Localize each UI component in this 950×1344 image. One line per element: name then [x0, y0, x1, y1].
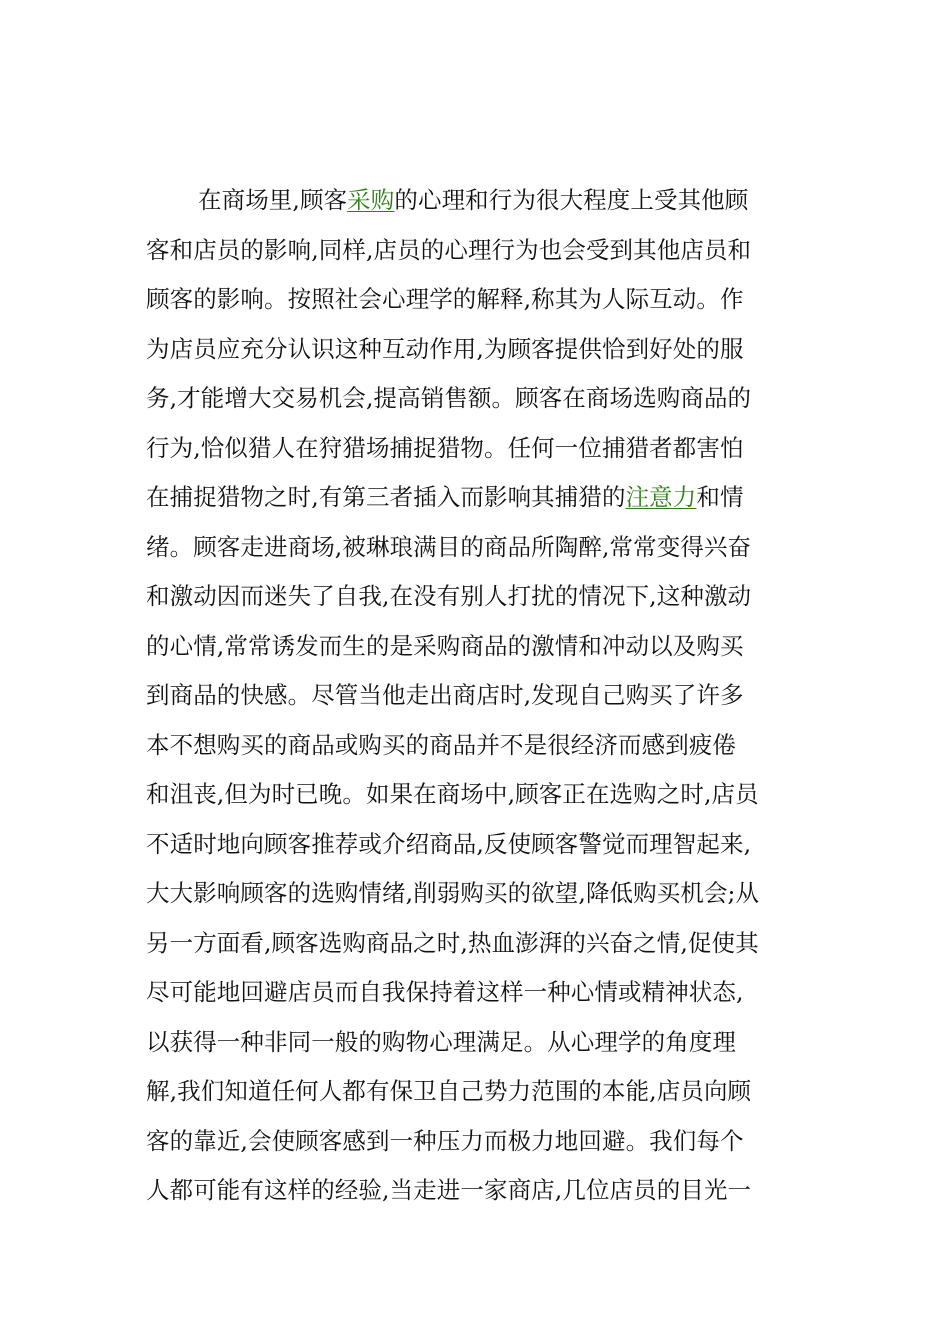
text-line-5: 务,才能增大交易机会,提高销售额。顾客在商场选购商品的: [146, 384, 752, 412]
text-line-15: 大大影响顾客的选购情绪,削弱购买的欲望,降低购买机会;从: [146, 879, 760, 907]
text-line-12: 本不想购买的商品或购买的商品并不是很经济而感到疲倦: [146, 730, 736, 759]
text-line-11: 到商品的快感。尽管当他走出商店时,发现自己购买了许多: [146, 681, 744, 709]
text-line-20: 客的靠近,会使顾客感到一种压力而极力地回避。我们每个: [146, 1126, 744, 1155]
text-line-8: 绪。顾客走进商场,被琳琅满目的商品所陶醉,常常变得兴奋: [146, 532, 752, 561]
text-line-10: 的心情,常常诱发而生的是采购商品的激情和冲动以及购买: [146, 631, 744, 660]
link-zhuyili[interactable]: 注意力: [625, 483, 697, 511]
text-line-18: 以获得一种非同一般的购物心理满足。从心理学的角度理: [146, 1027, 736, 1056]
text-segment: 在商场里,顾客: [198, 186, 348, 214]
text-line-14: 不适时地向顾客推荐或介绍商品,反使顾客警觉而理智起来,: [146, 829, 752, 858]
text-line-21: 人都可能有这样的经验,当走进一家商店,几位店员的目光一: [146, 1176, 752, 1204]
text-line-7: [146, 473, 810, 523]
text-line-1: [146, 176, 810, 226]
text-line-2: 客和店员的影响,同样,店员的心理行为也会受到其他店员和: [146, 235, 752, 264]
text-line-6: 行为,恰似猎人在狩猎场捕捉猎物。任何一位捕猎者都害怕: [146, 433, 744, 462]
body-paragraph: [146, 176, 810, 1216]
text-line-19: 解,我们知道任何人都有保卫自己势力范围的本能,店员向顾: [146, 1077, 752, 1105]
text-line-16: 另一方面看,顾客选购商品之时,热血澎湃的兴奋之情,促使其: [146, 928, 759, 957]
text-segment: 在捕捉猎物之时,有第三者插入而影响其捕猎的: [146, 483, 626, 511]
text-line-4: 为店员应充分认识这种互动作用,为顾客提供恰到好处的服: [146, 334, 744, 363]
text-line-17: 尽可能地回避店员而自我保持着这样一种心情或精神状态,: [146, 978, 744, 1006]
text-line-3: 顾客的影响。按照社会心理学的解释,称其为人际互动。作: [146, 285, 744, 313]
text-segment: 的心理和行为很大程度上受其他顾: [394, 186, 749, 214]
link-caigou[interactable]: 采购: [347, 186, 395, 214]
text-line-13: 和沮丧,但为时已晚。如果在商场中,顾客正在选购之时,店员: [146, 780, 759, 808]
text-line-9: 和激动因而迷失了自我,在没有别人打扰的情况下,这种激动: [146, 582, 752, 610]
text-segment: 和情: [696, 483, 744, 511]
